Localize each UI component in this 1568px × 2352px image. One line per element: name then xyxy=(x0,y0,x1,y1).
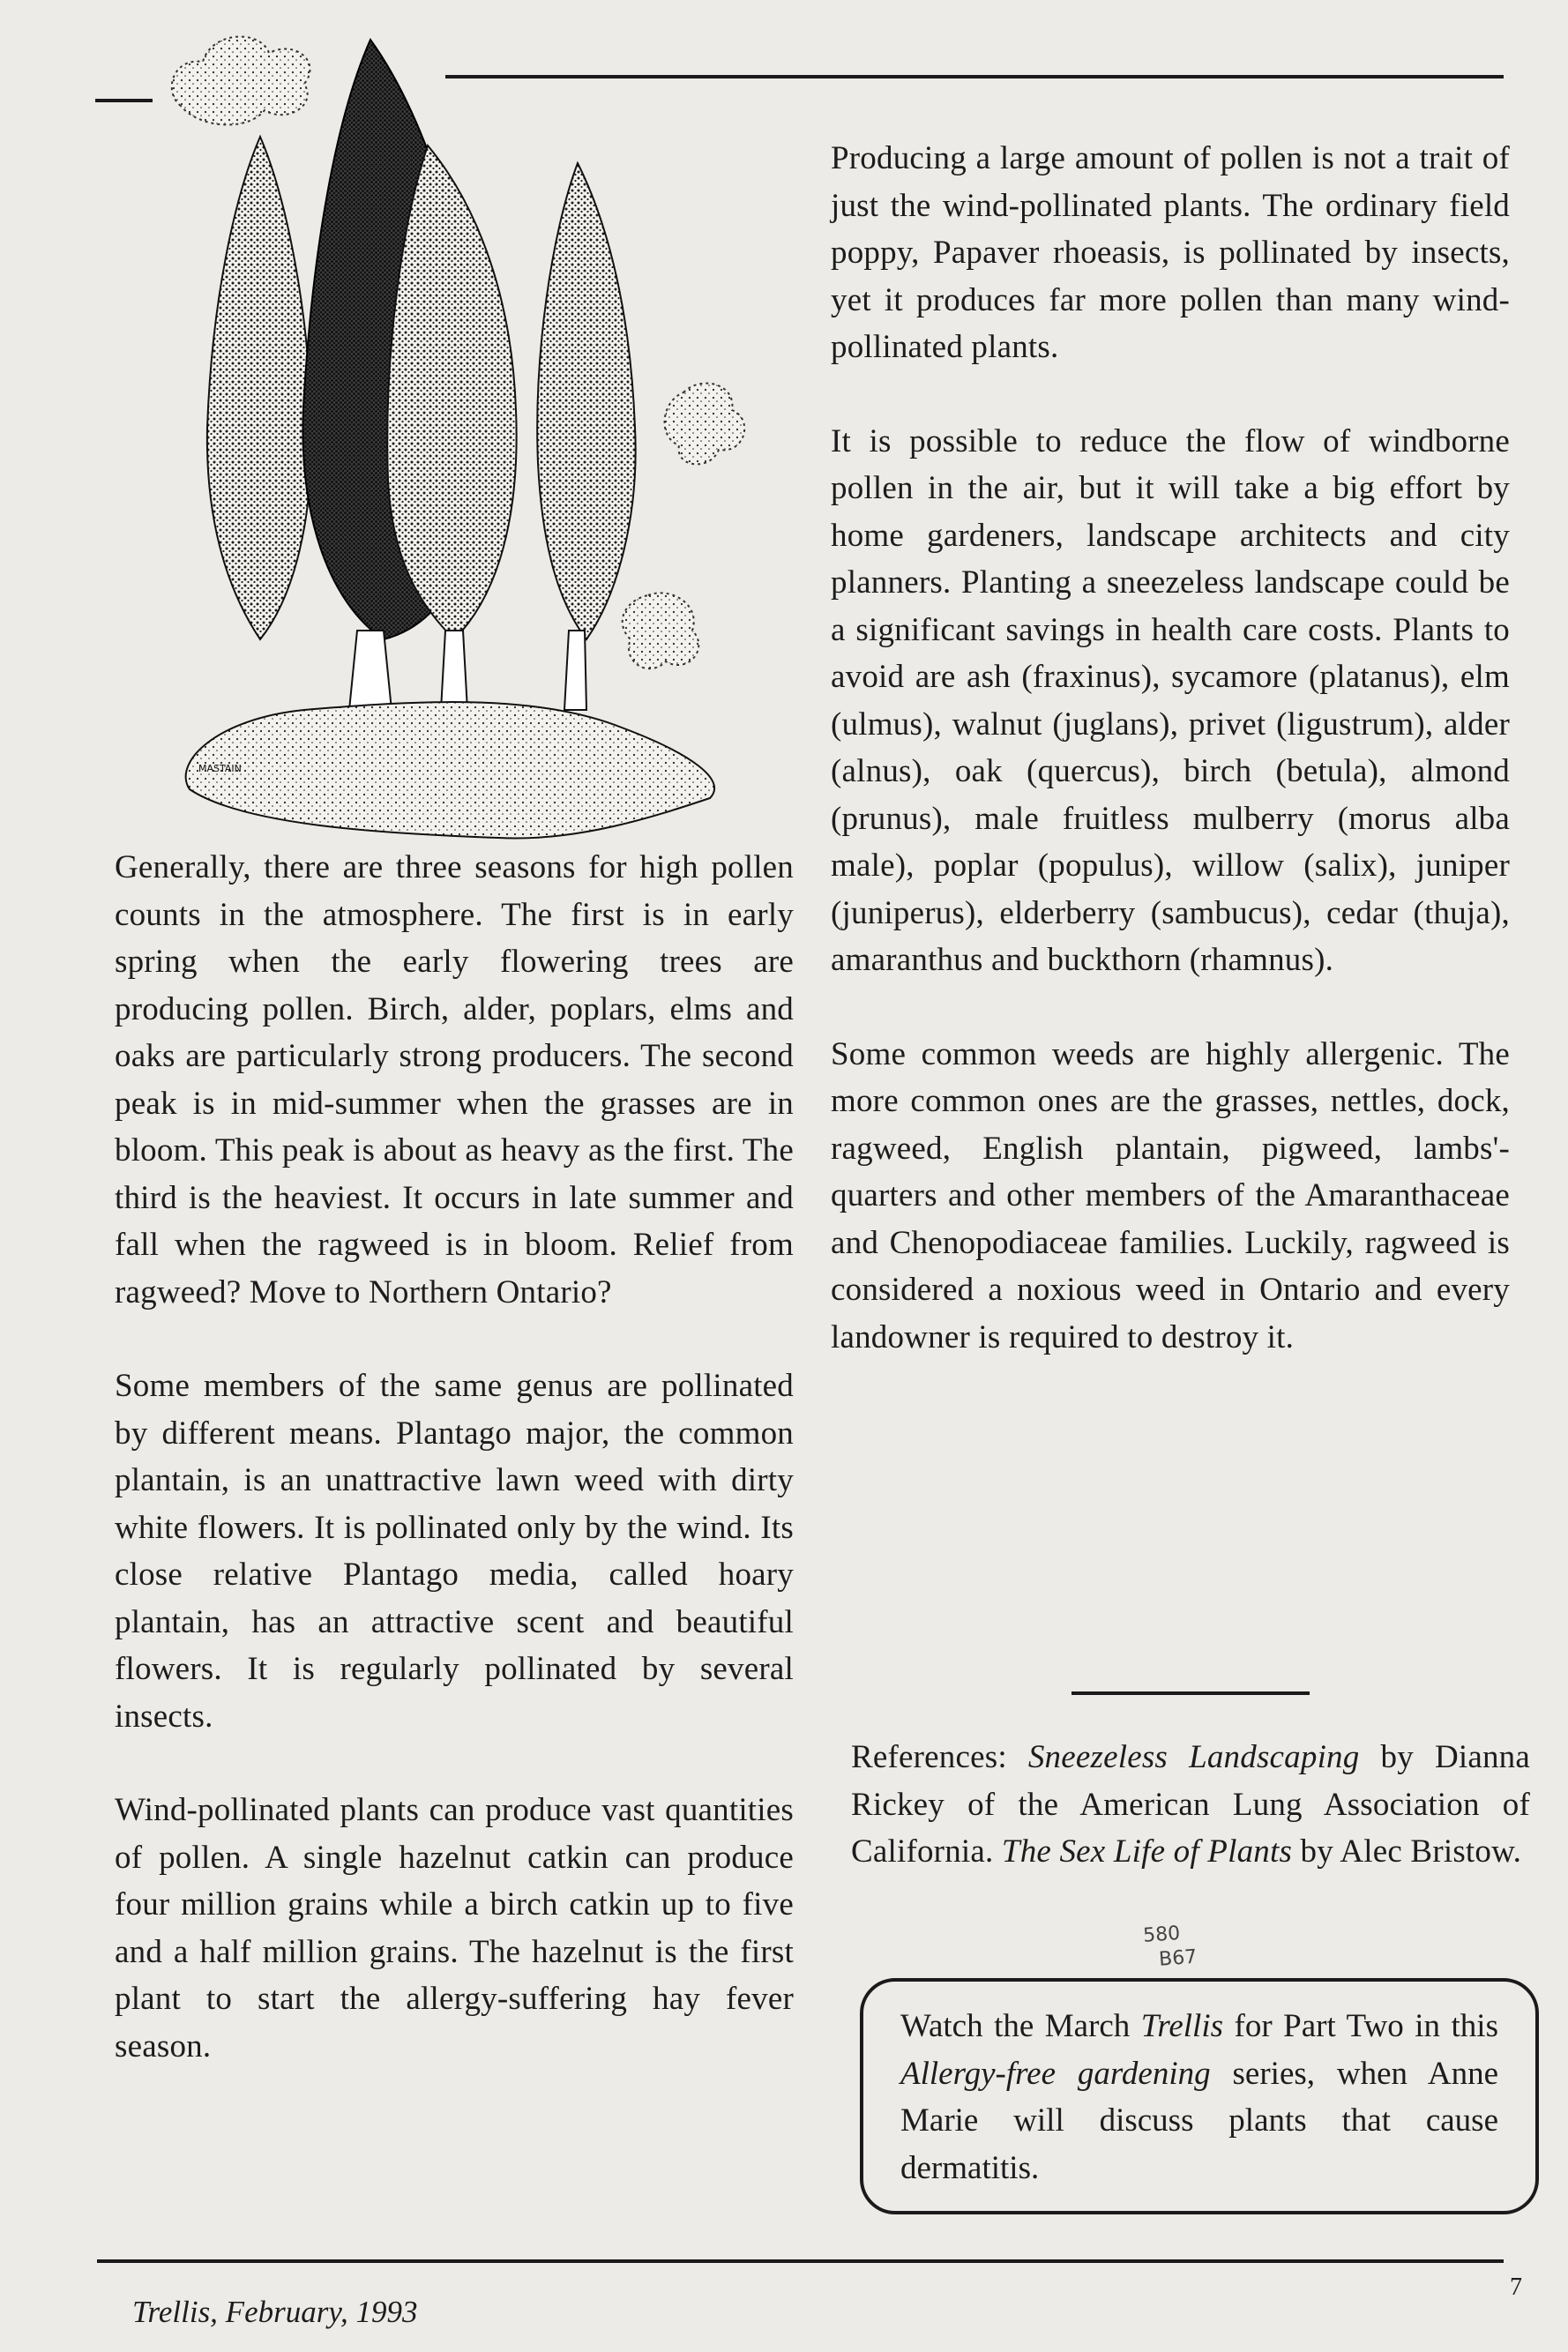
cypress-trees-illustration xyxy=(163,22,772,842)
illustration-signature: MASTAIN xyxy=(198,763,242,774)
left-paragraph-1: Generally, there are three seasons for high pollen counts in the atmosphere. The first is in early spring when the early flowering trees are producing pollen. Birch, alder, poplars, elms and oaks are particularly strong producers. The second peak is in mid-summer when the grasses are in bloom. This peak is about as heavy as the first. The third is the heaviest. It occurs in late summer and fall when the ragweed is in bloom. Relief from ragweed? Move to Northern Ontario? xyxy=(115,849,794,1310)
callout-series: Allergy-free gardening xyxy=(900,2055,1211,2092)
bottom-rule xyxy=(97,2259,1504,2263)
page-number: 7 xyxy=(1510,2274,1522,2301)
next-issue-callout xyxy=(860,1978,1539,2214)
left-paragraph-3: Wind-pollinated plants can produce vast quantities of pollen. A single hazelnut catkin can produce four million grains while a birch catkin up to five and a half million grains. The hazelnut is the first plant to start the allergy-suffering hay fever season. xyxy=(115,1792,794,2065)
callout-text-1: Watch the March xyxy=(900,2008,1131,2044)
footer-publication: Trellis, February, 1993 xyxy=(132,2295,418,2329)
section-divider xyxy=(1071,1691,1310,1695)
right-column xyxy=(831,135,1510,1361)
reference-book-2: The Sex Life of Plants xyxy=(1001,1833,1293,1870)
right-paragraph-1: Producing a large amount of pollen is not a trait of just the wind-pollinated plants. The ordinary field poppy, Papaver rhoeasis, is pollinated by insects, yet it produces far more pollen than many wind-pollinated plants. xyxy=(831,140,1510,365)
callout-text-3: series, when Anne Marie will discuss plants that cause dermatitis. xyxy=(900,2055,1499,2186)
left-column xyxy=(115,844,794,2070)
handwritten-line-1: 580 xyxy=(1142,1923,1182,1947)
top-rule-left xyxy=(95,99,153,102)
reference-author-2: by Alec Bristow. xyxy=(1300,1833,1522,1870)
right-paragraph-2: It is possible to reduce the flow of windborne pollen in the air, but it will take a big effort by home gardeners, landscape architects and city planners. Planting a sneezeless landscape could be a significant savings in health care costs. Plants to avoid are ash (fraxinus), sycamore (platanus), elm (ulmus), walnut (juglans), privet (ligustrum), alder (alnus), oak (quercus), birch (betula), almond (prunus), male fruitless mulberry (morus alba male), poplar (populus), willow (salix), juniper (juniperus), elderberry (sambucus), cedar (thuja), amaranthus and buckthorn (rhamnus). xyxy=(831,422,1510,978)
handwritten-line-2: B67 xyxy=(1158,1945,1198,1971)
right-paragraph-3: Some common weeds are highly allergenic. The more common ones are the grasses, nettles, dock, ragweed, English plantain, pigweed, lambs'-quarters and other members of the Amaranthaceae and Chenopodiaceae families. Luckily, ragweed is considered a noxious weed in Ontario and every landowner is required to destroy it. xyxy=(831,1035,1510,1355)
reference-author-1: by Dianna Rickey of the American Lung Association of California. xyxy=(851,1739,1530,1870)
reference-book-1: Sneezeless Landscaping xyxy=(1027,1739,1360,1775)
references-lead: References: xyxy=(851,1739,1007,1775)
callout-text-2: for Part Two in this xyxy=(1234,2008,1498,2044)
references xyxy=(851,1734,1530,1876)
left-paragraph-2: Some members of the same genus are pollinated by different means. Plantago major, the common plantain, is an unattractive lawn weed with dirty white flowers. It is pollinated only by the wind. Its close relative Plantago media, called hoary plantain, has an attractive scent and beautiful flowers. It is regularly pollinated by several insects. xyxy=(115,1368,794,1735)
callout-magazine: Trellis xyxy=(1140,2008,1224,2044)
